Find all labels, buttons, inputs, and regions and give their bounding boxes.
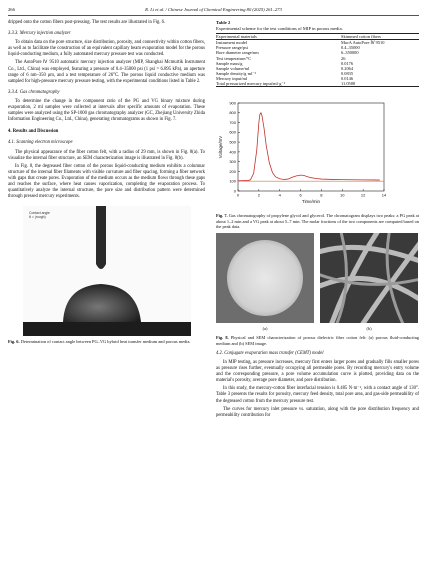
chromatogram-figure (216, 99, 419, 210)
section-heading: 3.3.3. Mercury injection analyzer (8, 31, 71, 37)
y-tick-label: 700 (229, 120, 236, 126)
x-tick-label: 4 (278, 192, 281, 198)
section-heading: 3.3.4. Gas chromatography (8, 89, 60, 95)
photo-label: Contact angle (28, 211, 50, 216)
section-heading: 4.1. Scanning electron microscope (8, 140, 73, 146)
paragraph: The curves for mercury inlet pressure vs. saturation, along with the pore distribution frequency and permeability contribution for (216, 406, 419, 418)
panel-label: (a) (262, 326, 268, 332)
table-header-cell: Experimental materials (216, 34, 257, 40)
y-tick-label: 900 (229, 100, 236, 106)
series-line (238, 113, 380, 181)
x-tick-label: 2 (257, 192, 260, 198)
paragraph: To determine the change in the component ratio of the PG and VG binary mixture during evaporation, 2 ml samples were collected at intervals after specific amounts of evaporation. These samples were analyzed using the SP-1000 gas chromatography analyzer (GC, Zhejiang University Zhida Information Engineering Co., Ltd., China), generating chromatograms as shown in Fig. 7. (8, 98, 205, 123)
figure-label: Fig. 8. (216, 335, 229, 341)
figure-caption (8, 339, 205, 344)
table-caption-text: Experimental scheme for the test conditions of MIP in porous media. (216, 25, 343, 31)
section-heading: 4. Results and Discussion (8, 129, 59, 135)
table-cell: Sample mass/g (216, 60, 243, 66)
physical-photo-panel (216, 233, 314, 332)
photo-label: θ = (rough) (28, 215, 46, 220)
x-tick-label: 0 (236, 192, 240, 198)
right-column (216, 20, 419, 421)
figure-label: Fig. 6. (8, 339, 20, 345)
contact-angle-image (23, 206, 191, 336)
paragraph: dripped onto the cotton fibers post-pressing. The test results are illustrated in Fig. 6. (8, 20, 166, 25)
x-tick-label: 10 (340, 192, 345, 198)
table-cell: 0.4–35000 (341, 45, 360, 51)
table-cell: Pressure range/psi (216, 45, 249, 51)
table-cell: 11.0588 (341, 81, 356, 87)
table-cell: Instrument model (216, 40, 248, 46)
table-header-cell: Skimmed cotton fibers (341, 34, 381, 40)
sem-image (320, 233, 418, 323)
x-tick-label: 14 (381, 192, 387, 198)
table-cell: Test temperature/°C (216, 55, 252, 61)
table-label: Table 2 (216, 20, 231, 25)
table-cell: 26 (341, 55, 346, 61)
paragraph: In MIP testing, as pressure increases, mercury first enters larger pores and gradually fills smaller pores as pressure rises further, eventually occupying all permeable pores. By recording mercury's entry volume and the corresponding pressure, a pore volume accumulation curve is plotted, providing data on the material's porosity, average pore diameter, and pore distribution. (216, 359, 419, 384)
table-cell: Sample volume/ml (216, 65, 250, 71)
page-number: 266 (8, 7, 15, 12)
table-cell: Sample density/g·ml⁻¹ (216, 70, 257, 76)
y-tick-label: 800 (229, 110, 236, 116)
table-cell: Mercury input/ml (216, 75, 248, 81)
chromatogram-chart (216, 99, 419, 207)
caption-text: Physical and SEM characterization of porous dielectric fiber cotton felt: (a) porous fluid-conducting medium and (b) SEM image. (216, 335, 419, 346)
table-cell: 0.0835 (341, 70, 354, 76)
y-tick-label: 300 (229, 159, 236, 165)
figure-caption (216, 213, 419, 229)
table-cell: 0.0146 (341, 75, 354, 81)
y-tick-label: 600 (229, 129, 236, 135)
table-cell: 0.0176 (341, 60, 354, 66)
x-tick-label: 6 (299, 192, 302, 198)
paragraph: The AutoPore Ⅳ 9510 automatic mercury injection analyzer (MIP, Shanghai Mcmurtik Instrument Co., Ltd., China) was employed, featuring a pressure of 0.4–35000 psi (1 psi = 6.895 kPa), an aperture range of 6 nm–350 μm, and a test temperature of 26°C. The porous liquid conductive medium was sampled for high-pressure mercury pressure testing, with the experimental conditions listed in Table 2. (8, 60, 205, 84)
table-cell: 0.2064 (341, 65, 354, 71)
y-axis-label: Voltage/mV (218, 135, 223, 159)
y-tick-label: 500 (229, 139, 236, 145)
y-tick-label: 200 (229, 168, 236, 174)
table-cell: MacA AutoPore Ⅳ 9510 (341, 40, 385, 46)
panel-label: (b) (366, 326, 372, 332)
y-tick-label: 0 (233, 188, 236, 194)
table-cell: Total pressurized mercury input/ml·g⁻¹ (216, 81, 286, 87)
paragraph: In Fig. 8, the degreased fiber cotton of the porous liquid-conducting medium exhibits a columnar structure of the internal fiber filaments with visible curvature and fiber spacing, forming a fiber network with gaps that create pores. Evaporation of the medium occurs as the medium flows through these gaps and reaches the surface, where heat causes vaporization, completing the evaporation process. To quantitatively analyze the internal structure, the pore size and distribution pattern were determined through pressed mercury experiments. (8, 163, 205, 200)
figure-label: Fig. 7. (216, 213, 228, 219)
x-axis-label: Time/min (302, 199, 320, 205)
caption-text: Gas chromatography of propylene glycol and glycerol. The chromatogram displays two peaks: a PG peak at about 1–2 min and a VG peak at about 5–7 min. The molar fractions of the two components are computed based on the peak data. (216, 213, 419, 229)
y-tick-label: 100 (229, 178, 236, 184)
caption-text: Determination of contact angle between PG–VG hybrid heat transfer medium and porous media. (19, 339, 191, 345)
section-heading: 4.2. Conjugate evaporation mass transfer (CEMT) model (216, 350, 324, 356)
fiber-cotton-photo (216, 233, 314, 323)
y-tick-label: 400 (229, 149, 236, 155)
paragraph: In this study, the mercury-cotton fiber interfacial tension is 0.485 N·m⁻¹, with a contact angle of 130°. Table 3 presents the results for porosity, mercury feed density, total pore area, and gas-side permeability of the degreased cotton from the mercury pressure test. (216, 386, 419, 404)
sem-photo-panel (320, 233, 418, 332)
paragraph: The physical appearance of the fiber cotton felt, with a radius of 29 mm, is shown in Fig. 8(a). To visualize the internal fiber structure, an SEM characterization image is illustrated in Fig. 8(b). (8, 149, 205, 161)
table-row (216, 81, 419, 87)
x-tick-label: 8 (320, 192, 323, 198)
journal-citation: R. Li et al. / Chinese Journal of Chemical Engineering 80 (2025) 261–273 (145, 7, 282, 12)
paragraph: To obtain data on the pore structure, size distribution, porosity, and connectivity within cotton fibers, as well as to facilitate the construction of an equivalent capillary beam evaporation model for the porous liquid-conducting medium, a fully automated mercury pressure test was conducted. (8, 40, 205, 58)
table-caption (216, 20, 419, 31)
table-body (216, 40, 419, 87)
left-column (8, 20, 205, 349)
running-header (8, 4, 419, 16)
figure-caption (216, 335, 419, 346)
fiber-photos (216, 233, 419, 332)
x-tick-label: 12 (360, 192, 366, 198)
contact-angle-photo (23, 206, 191, 336)
mip-conditions-table (216, 33, 419, 87)
table-cell: Bore diameter range/nm (216, 50, 259, 56)
table-cell: 6–350000 (341, 50, 359, 56)
